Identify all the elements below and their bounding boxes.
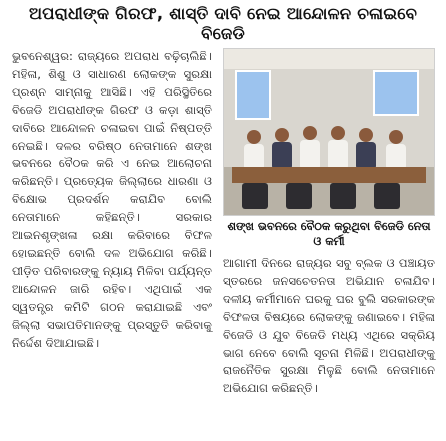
photo-window	[236, 71, 270, 119]
photo-window	[374, 71, 418, 115]
article-body-right: ଆଗାମୀ ଦିନରେ ରାଜ୍ୟର ସବୁ ବ୍ଲକ ଓ ପଞ୍ଚାୟତ ସ୍ତରରେ ଜନସଚେତନତା ଅଭିଯାନ ଚଳାଯିବ। ଦଳୀୟ କର୍ମୀମାନେ ଘରକୁ ଘର ବୁଲି ସରକାରଙ୍କ ବିଫଳତା ବିଷୟରେ ଲୋକଙ୍କୁ ଜଣାଇବେ। ମହିଳା ବିଜେଡି ଓ ଯୁବ ବିଜେଡି ମଧ୍ୟ ଏଥିରେ ସକ୍ରିୟ ଭାଗ ନେବେ ବୋଲି ସୂଚନା ମିଳିଛି। ଅପରାଧୀଙ୍କୁ ରାଜନୈତିକ ସୁରକ୍ଷା ମିଳୁଛି ବୋଲି ନେତାମାନେ ଅଭିଯୋଗ କରିଛନ୍ତି।	[223, 256, 435, 396]
photo-ceiling	[224, 49, 434, 69]
headline: ଅପରାଧୀଙ୍କ ଗିରଫ, ଶାସ୍ତି ଦାବି ନେଇ ଆନ୍ଦୋଳନ ଚଳାଇବେ ବିଜେଡି	[28, 4, 418, 43]
article-body-left: ଭୁବନେଶ୍ୱର: ରାଜ୍ୟରେ ଅପରାଧ ବଢ଼ିଚାଲିଛି। ମହିଳା, ଶିଶୁ ଓ ସାଧାରଣ ଲୋକଙ୍କ ସୁରକ୍ଷା ପ୍ରଶ୍ନ ସାମ୍ନାକୁ ଆସିଛି। ଏହି ପରିସ୍ଥିତିରେ ବିଜେଡି ଅପରାଧୀଙ୍କ ଗିରଫ ଓ କଡ଼ା ଶାସ୍ତି ଦାବିରେ ଆନ୍ଦୋଳନ ଚଳାଇବା ପାଇଁ ନିଷ୍ପତ୍ତି ନେଇଛି। ଦଳର ବରିଷ୍ଠ ନେତାମାନେ ଶଙ୍ଖ ଭବନରେ ବୈଠକ କରି ଏ ନେଇ ଆଲୋଚନା କରିଛନ୍ତି। ପ୍ରତ୍ୟେକ ଜିଲ୍ଲାରେ ଧାରଣା ଓ ବିକ୍ଷୋଭ ପ୍ରଦର୍ଶନ କରାଯିବ ବୋଲି ନେତାମାନେ କହିଛନ୍ତି। ସରକାର ଆଇନଶୃଙ୍ଖଳା ରକ୍ଷା କରିବାରେ ବିଫଳ ହୋଇଛନ୍ତି ବୋଲି ଦଳ ଅଭିଯୋଗ କରିଛି। ପୀଡ଼ିତ ପରିବାରଙ୍କୁ ନ୍ୟାୟ ମିଳିବା ପର୍ଯ୍ୟନ୍ତ ଆନ୍ଦୋଳନ ଜାରି ରହିବ। ଏଥିପାଇଁ ଏକ ସ୍ୱତନ୍ତ୍ର କମିଟି ଗଠନ କରାଯାଇଛି ଏବଂ ଜିଲ୍ଲା ସଭାପତିମାନଙ୍କୁ ପ୍ରସ୍ତୁତି କରିବାକୁ ନିର୍ଦ୍ଦେଶ ଦିଆଯାଇଛି।	[12, 49, 212, 350]
meeting-room-photo	[224, 49, 434, 215]
photo-desk	[232, 167, 426, 183]
photo-block	[223, 48, 435, 398]
article-photo	[223, 48, 435, 216]
photo-caption: ଶଙ୍ଖ ଭବନରେ ବୈଠକ କରୁଥିବା ବିଜେଡି ନେତା ଓ କର୍ମୀ	[227, 219, 431, 248]
